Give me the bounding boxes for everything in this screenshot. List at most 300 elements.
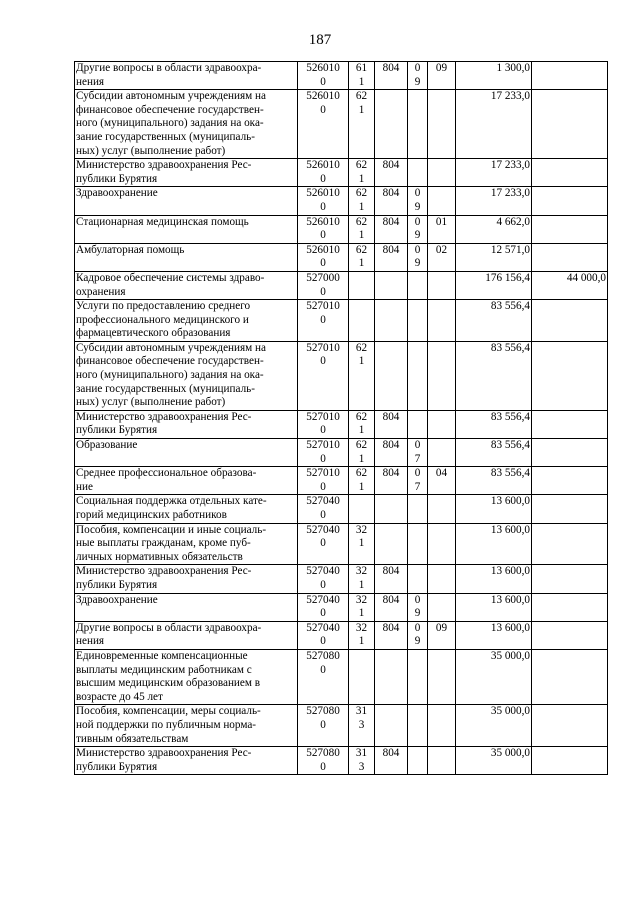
cell-amount: 1 300,0 xyxy=(456,62,532,90)
cell-name xyxy=(75,243,298,271)
table-row xyxy=(75,271,608,299)
cell-section-line: 7 xyxy=(414,480,421,493)
cell-expense-type-line: 32 xyxy=(355,593,368,606)
cell-amount: 13 600,0 xyxy=(456,565,532,593)
cell-target-article-line: 527040 xyxy=(306,621,340,634)
cell-name-line: Министерство здравоохранения Рес- xyxy=(76,410,252,423)
cell-section xyxy=(408,159,428,187)
cell-expense-type-line: 1 xyxy=(358,172,365,185)
cell-target-article-line: 0 xyxy=(320,663,326,676)
cell-target-article xyxy=(298,410,349,438)
cell-section-line xyxy=(409,524,426,538)
cell-expense-type xyxy=(349,271,375,299)
cell-subsection xyxy=(428,187,456,215)
table-row xyxy=(75,300,608,342)
cell-administrator: 804 xyxy=(375,593,408,621)
table-row xyxy=(75,159,608,187)
cell-name-line: финансовое обеспечение государствен- xyxy=(76,103,264,116)
cell-expense-type xyxy=(349,593,375,621)
cell-amount-federal xyxy=(532,439,608,467)
cell-administrator xyxy=(375,90,408,159)
cell-section-line: 9 xyxy=(414,75,421,88)
cell-amount: 13 600,0 xyxy=(456,523,532,565)
cell-expense-type-line xyxy=(350,495,373,509)
table-row xyxy=(75,649,608,704)
cell-section xyxy=(408,300,428,342)
cell-name-line: финансовое обеспечение государствен- xyxy=(76,355,264,368)
cell-name xyxy=(75,523,298,565)
cell-target-article-line: 0 xyxy=(320,607,326,620)
cell-amount-federal xyxy=(532,523,608,565)
table-row xyxy=(75,747,608,775)
cell-target-article xyxy=(298,467,349,495)
cell-target-article-line: 526010 xyxy=(306,62,340,74)
cell-administrator: 804 xyxy=(375,565,408,593)
cell-name-line: нения xyxy=(76,635,105,648)
cell-name xyxy=(75,747,298,775)
cell-section-line: 0 xyxy=(414,243,421,256)
cell-administrator: 804 xyxy=(375,410,408,438)
cell-expense-type-line: 1 xyxy=(358,75,365,88)
cell-amount: 83 556,4 xyxy=(456,300,532,342)
cell-subsection xyxy=(428,593,456,621)
cell-target-article-line: 0 xyxy=(320,424,326,437)
cell-name-line: тивным обязательствам xyxy=(76,732,189,745)
cell-name-line: ной поддержки по публичным норма- xyxy=(76,718,257,731)
cell-subsection xyxy=(428,439,456,467)
table-row xyxy=(75,215,608,243)
cell-target-article-line: 527040 xyxy=(306,523,340,536)
cell-subsection xyxy=(428,271,456,299)
cell-name-line: Стационарная медицинская помощь xyxy=(76,215,249,228)
cell-section-line: 9 xyxy=(414,607,421,620)
cell-amount: 4 662,0 xyxy=(456,215,532,243)
cell-expense-type-line: 32 xyxy=(355,621,368,634)
cell-name-line: публики Бурятия xyxy=(76,578,158,591)
cell-name xyxy=(75,593,298,621)
cell-name xyxy=(75,621,298,649)
cell-expense-type xyxy=(349,410,375,438)
cell-name xyxy=(75,705,298,747)
cell-name-line: ные выплаты гражданам, кроме пуб- xyxy=(76,537,251,550)
cell-subsection: 02 xyxy=(428,243,456,271)
cell-administrator xyxy=(375,649,408,704)
cell-name-line: профессионального медицинского и xyxy=(76,313,249,326)
cell-amount-federal xyxy=(532,62,608,90)
cell-name-line: Социальная поддержка отдельных кате- xyxy=(76,495,267,508)
cell-section xyxy=(408,90,428,159)
cell-name-line: фармацевтического образования xyxy=(76,327,231,340)
cell-section-line xyxy=(409,650,426,664)
cell-amount-federal xyxy=(532,410,608,438)
cell-amount-federal xyxy=(532,705,608,747)
cell-expense-type-line xyxy=(350,286,373,300)
cell-expense-type xyxy=(349,705,375,747)
cell-name-line: Здравоохранение xyxy=(76,187,158,200)
cell-name xyxy=(75,439,298,467)
cell-amount: 83 556,4 xyxy=(456,467,532,495)
cell-section xyxy=(408,621,428,649)
cell-expense-type xyxy=(349,90,375,159)
cell-name xyxy=(75,159,298,187)
cell-section-line: 0 xyxy=(414,187,421,200)
cell-target-article-line: 526010 xyxy=(306,215,340,228)
cell-administrator xyxy=(375,341,408,410)
cell-name xyxy=(75,90,298,159)
cell-name-line: Пособия, компенсации и иные социаль- xyxy=(76,523,267,536)
cell-section-line xyxy=(409,719,426,733)
cell-section-line xyxy=(409,342,426,356)
cell-target-article-line: 0 xyxy=(320,760,326,773)
cell-expense-type xyxy=(349,747,375,775)
cell-amount-federal xyxy=(532,747,608,775)
cell-name-line: Услуги по предоставлению среднего xyxy=(76,300,251,313)
cell-section-line xyxy=(409,314,426,328)
cell-expense-type-line: 1 xyxy=(358,200,365,213)
cell-expense-type xyxy=(349,523,375,565)
cell-name-line xyxy=(76,229,296,243)
cell-section xyxy=(408,467,428,495)
cell-name xyxy=(75,271,298,299)
cell-name xyxy=(75,467,298,495)
cell-expense-type xyxy=(349,649,375,704)
cell-target-article-line: 0 xyxy=(320,578,326,591)
cell-name xyxy=(75,215,298,243)
cell-section-line xyxy=(409,537,426,551)
cell-target-article xyxy=(298,705,349,747)
cell-target-article-line: 0 xyxy=(320,103,326,116)
cell-target-article-line: 0 xyxy=(320,229,326,242)
cell-name-line: горий медицинских работников xyxy=(76,509,227,521)
cell-expense-type-line: 61 xyxy=(355,62,368,74)
cell-name-line: зание государственных (муниципаль- xyxy=(76,382,255,395)
cell-amount-federal: 44 000,0 xyxy=(532,271,608,299)
cell-subsection xyxy=(428,523,456,565)
cell-expense-type-line: 1 xyxy=(358,229,365,242)
cell-subsection: 04 xyxy=(428,467,456,495)
cell-amount: 17 233,0 xyxy=(456,159,532,187)
cell-amount-federal xyxy=(532,90,608,159)
cell-name-line: зание государственных (муниципаль- xyxy=(76,130,255,143)
cell-expense-type-line: 1 xyxy=(358,355,365,368)
cell-target-article-line: 0 xyxy=(320,480,326,493)
cell-expense-type-line xyxy=(350,300,373,314)
cell-target-article xyxy=(298,62,349,90)
cell-amount-federal xyxy=(532,565,608,593)
cell-administrator: 804 xyxy=(375,62,408,90)
cell-name-line: публики Бурятия xyxy=(76,760,158,773)
cell-name-line: Среднее профессиональное образова- xyxy=(76,467,257,480)
cell-expense-type-line: 31 xyxy=(355,747,368,760)
cell-expense-type xyxy=(349,215,375,243)
cell-target-article-line: 526010 xyxy=(306,159,340,172)
cell-amount: 13 600,0 xyxy=(456,621,532,649)
cell-name-line: Пособия, компенсации, меры социаль- xyxy=(76,705,261,718)
cell-target-article-line: 0 xyxy=(320,200,326,213)
cell-section-line xyxy=(409,495,426,509)
cell-name-line: Министерство здравоохранения Рес- xyxy=(76,159,252,172)
cell-subsection: 09 xyxy=(428,62,456,90)
budget-table xyxy=(74,61,608,775)
cell-expense-type xyxy=(349,300,375,342)
cell-expense-type-line xyxy=(350,664,373,678)
cell-target-article-line: 0 xyxy=(320,172,326,185)
cell-expense-type xyxy=(349,495,375,523)
cell-amount-federal xyxy=(532,467,608,495)
cell-section-line xyxy=(409,355,426,369)
cell-section-line: 7 xyxy=(414,452,421,465)
cell-expense-type-line: 62 xyxy=(355,341,368,354)
table-row xyxy=(75,621,608,649)
cell-administrator: 804 xyxy=(375,243,408,271)
cell-target-article-line: 527080 xyxy=(306,649,340,662)
cell-administrator: 804 xyxy=(375,187,408,215)
cell-target-article xyxy=(298,495,349,523)
cell-amount-federal xyxy=(532,495,608,523)
cell-amount: 83 556,4 xyxy=(456,341,532,410)
cell-expense-type-line: 32 xyxy=(355,523,368,536)
cell-name-line: Амбулаторная помощь xyxy=(76,243,185,256)
cell-target-article xyxy=(298,341,349,410)
cell-expense-type-line: 1 xyxy=(358,578,365,591)
cell-section xyxy=(408,747,428,775)
cell-target-article-line: 527010 xyxy=(306,410,340,423)
cell-section xyxy=(408,215,428,243)
cell-expense-type xyxy=(349,187,375,215)
cell-administrator: 804 xyxy=(375,467,408,495)
cell-section xyxy=(408,565,428,593)
cell-amount-federal xyxy=(532,187,608,215)
cell-subsection: 09 xyxy=(428,621,456,649)
cell-section xyxy=(408,495,428,523)
cell-amount: 176 156,4 xyxy=(456,271,532,299)
cell-administrator xyxy=(375,271,408,299)
cell-expense-type-line: 3 xyxy=(358,760,365,773)
cell-section-line: 9 xyxy=(414,635,421,648)
cell-expense-type-line: 1 xyxy=(358,257,365,270)
cell-target-article xyxy=(298,243,349,271)
table-row xyxy=(75,593,608,621)
cell-amount: 35 000,0 xyxy=(456,649,532,704)
cell-subsection xyxy=(428,705,456,747)
cell-section xyxy=(408,62,428,90)
cell-name-line: Другие вопросы в области здравоохра- xyxy=(76,621,262,634)
cell-name xyxy=(75,300,298,342)
cell-administrator xyxy=(375,523,408,565)
cell-name-line: охранения xyxy=(76,285,126,298)
cell-section xyxy=(408,649,428,704)
cell-section-line xyxy=(409,747,426,761)
cell-amount: 13 600,0 xyxy=(456,593,532,621)
cell-subsection xyxy=(428,649,456,704)
cell-administrator xyxy=(375,300,408,342)
cell-subsection xyxy=(428,747,456,775)
cell-section-line xyxy=(409,300,426,314)
cell-expense-type-line: 31 xyxy=(355,705,368,718)
cell-expense-type xyxy=(349,341,375,410)
cell-expense-type-line: 1 xyxy=(358,103,365,116)
cell-amount-federal xyxy=(532,341,608,410)
cell-name-line: публики Бурятия xyxy=(76,424,158,437)
cell-section-line: 0 xyxy=(414,62,421,74)
cell-expense-type-line: 62 xyxy=(355,439,368,452)
cell-administrator xyxy=(375,705,408,747)
cell-target-article-line: 527040 xyxy=(306,495,340,508)
cell-subsection xyxy=(428,90,456,159)
cell-subsection: 01 xyxy=(428,215,456,243)
cell-expense-type-line xyxy=(350,509,373,523)
cell-amount: 83 556,4 xyxy=(456,439,532,467)
cell-target-article-line: 527040 xyxy=(306,593,340,606)
cell-target-article xyxy=(298,90,349,159)
cell-expense-type xyxy=(349,621,375,649)
cell-name-line: Субсидии автономным учреждениям на xyxy=(76,90,266,103)
cell-name-line xyxy=(76,607,296,621)
cell-section xyxy=(408,187,428,215)
cell-section-line xyxy=(409,159,426,173)
cell-section-line xyxy=(409,286,426,300)
cell-section xyxy=(408,271,428,299)
cell-name xyxy=(75,62,298,90)
cell-target-article-line: 527000 xyxy=(306,271,340,284)
cell-target-article-line: 0 xyxy=(320,285,326,298)
cell-name-line: ных) услуг (выполнение работ) xyxy=(76,144,226,157)
cell-section xyxy=(408,523,428,565)
cell-subsection xyxy=(428,495,456,523)
cell-target-article-line: 527010 xyxy=(306,341,340,354)
table-body xyxy=(75,62,608,775)
cell-name-line: Субсидии автономным учреждениям на xyxy=(76,341,266,354)
cell-amount: 17 233,0 xyxy=(456,187,532,215)
cell-section-line: 9 xyxy=(414,200,421,213)
cell-name-line: Другие вопросы в области здравоохра- xyxy=(76,62,262,74)
cell-expense-type-line: 1 xyxy=(358,424,365,437)
cell-expense-type-line: 32 xyxy=(355,565,368,578)
table-row xyxy=(75,62,608,90)
cell-name xyxy=(75,565,298,593)
cell-section-line xyxy=(409,424,426,438)
cell-expense-type-line: 62 xyxy=(355,159,368,172)
cell-target-article-line: 527010 xyxy=(306,467,340,480)
cell-section-line xyxy=(409,705,426,719)
cell-section xyxy=(408,705,428,747)
cell-name-line xyxy=(76,257,296,271)
cell-name-line: личных нормативных обязательств xyxy=(76,550,243,563)
cell-expense-type-line: 1 xyxy=(358,452,365,465)
table-row xyxy=(75,565,608,593)
cell-administrator: 804 xyxy=(375,439,408,467)
table-row xyxy=(75,495,608,523)
cell-administrator: 804 xyxy=(375,159,408,187)
table-row xyxy=(75,243,608,271)
cell-amount-federal xyxy=(532,593,608,621)
cell-target-article-line: 526010 xyxy=(306,90,340,103)
cell-target-article-line: 0 xyxy=(320,355,326,368)
cell-target-article-line: 0 xyxy=(320,257,326,270)
cell-name-line: Кадровое обеспечение системы здраво- xyxy=(76,271,265,284)
cell-expense-type-line: 62 xyxy=(355,243,368,256)
cell-section-line: 0 xyxy=(414,439,421,452)
cell-amount: 17 233,0 xyxy=(456,90,532,159)
cell-name-line: ного (муниципального) задания на ока- xyxy=(76,369,264,382)
cell-target-article-line: 527010 xyxy=(306,300,340,313)
cell-target-article xyxy=(298,439,349,467)
cell-section-line xyxy=(409,664,426,678)
cell-expense-type-line xyxy=(350,272,373,286)
cell-expense-type xyxy=(349,439,375,467)
cell-subsection xyxy=(428,341,456,410)
cell-expense-type-line: 1 xyxy=(358,635,365,648)
cell-target-article-line: 0 xyxy=(320,75,326,88)
cell-subsection xyxy=(428,159,456,187)
table-row xyxy=(75,341,608,410)
cell-target-article xyxy=(298,271,349,299)
cell-target-article xyxy=(298,300,349,342)
cell-target-article-line: 527040 xyxy=(306,565,340,578)
cell-section-line: 0 xyxy=(414,621,421,634)
cell-expense-type-line: 1 xyxy=(358,537,365,550)
cell-target-article-line: 0 xyxy=(320,635,326,648)
cell-expense-type-line: 1 xyxy=(358,480,365,493)
cell-section-line xyxy=(409,565,426,579)
cell-amount-federal xyxy=(532,243,608,271)
cell-subsection xyxy=(428,565,456,593)
table-row xyxy=(75,90,608,159)
table-row xyxy=(75,705,608,747)
cell-expense-type-line: 62 xyxy=(355,187,368,200)
cell-expense-type xyxy=(349,159,375,187)
cell-expense-type-line: 3 xyxy=(358,718,365,731)
cell-target-article-line: 0 xyxy=(320,313,326,326)
cell-target-article-line: 527080 xyxy=(306,705,340,718)
cell-section xyxy=(408,439,428,467)
cell-section-line xyxy=(409,509,426,523)
cell-name-line: возрасте до 45 лет xyxy=(76,690,163,703)
cell-expense-type-line: 62 xyxy=(355,467,368,480)
cell-amount: 13 600,0 xyxy=(456,495,532,523)
cell-target-article-line: 0 xyxy=(320,537,326,550)
cell-section-line: 9 xyxy=(414,229,421,242)
cell-name-line: Министерство здравоохранения Рес- xyxy=(76,747,252,760)
cell-target-article xyxy=(298,565,349,593)
cell-administrator: 804 xyxy=(375,621,408,649)
cell-expense-type xyxy=(349,62,375,90)
cell-section xyxy=(408,341,428,410)
cell-amount: 12 571,0 xyxy=(456,243,532,271)
cell-target-article-line: 0 xyxy=(320,509,326,521)
cell-section-line xyxy=(409,579,426,593)
cell-name-line: выплаты медицинским работникам с xyxy=(76,663,252,676)
cell-target-article xyxy=(298,159,349,187)
cell-section-line xyxy=(409,173,426,187)
cell-administrator xyxy=(375,495,408,523)
cell-name-line: Единовременные компенсационные xyxy=(76,649,248,662)
cell-target-article xyxy=(298,747,349,775)
cell-expense-type xyxy=(349,243,375,271)
cell-amount-federal xyxy=(532,621,608,649)
cell-section-line: 9 xyxy=(414,257,421,270)
cell-section xyxy=(408,593,428,621)
cell-expense-type-line xyxy=(350,650,373,664)
cell-name xyxy=(75,187,298,215)
cell-administrator: 804 xyxy=(375,215,408,243)
cell-section-line xyxy=(409,761,426,775)
cell-target-article xyxy=(298,215,349,243)
cell-target-article-line: 0 xyxy=(320,718,326,731)
cell-name-line: ных) услуг (выполнение работ) xyxy=(76,396,226,409)
cell-subsection xyxy=(428,300,456,342)
cell-name xyxy=(75,649,298,704)
